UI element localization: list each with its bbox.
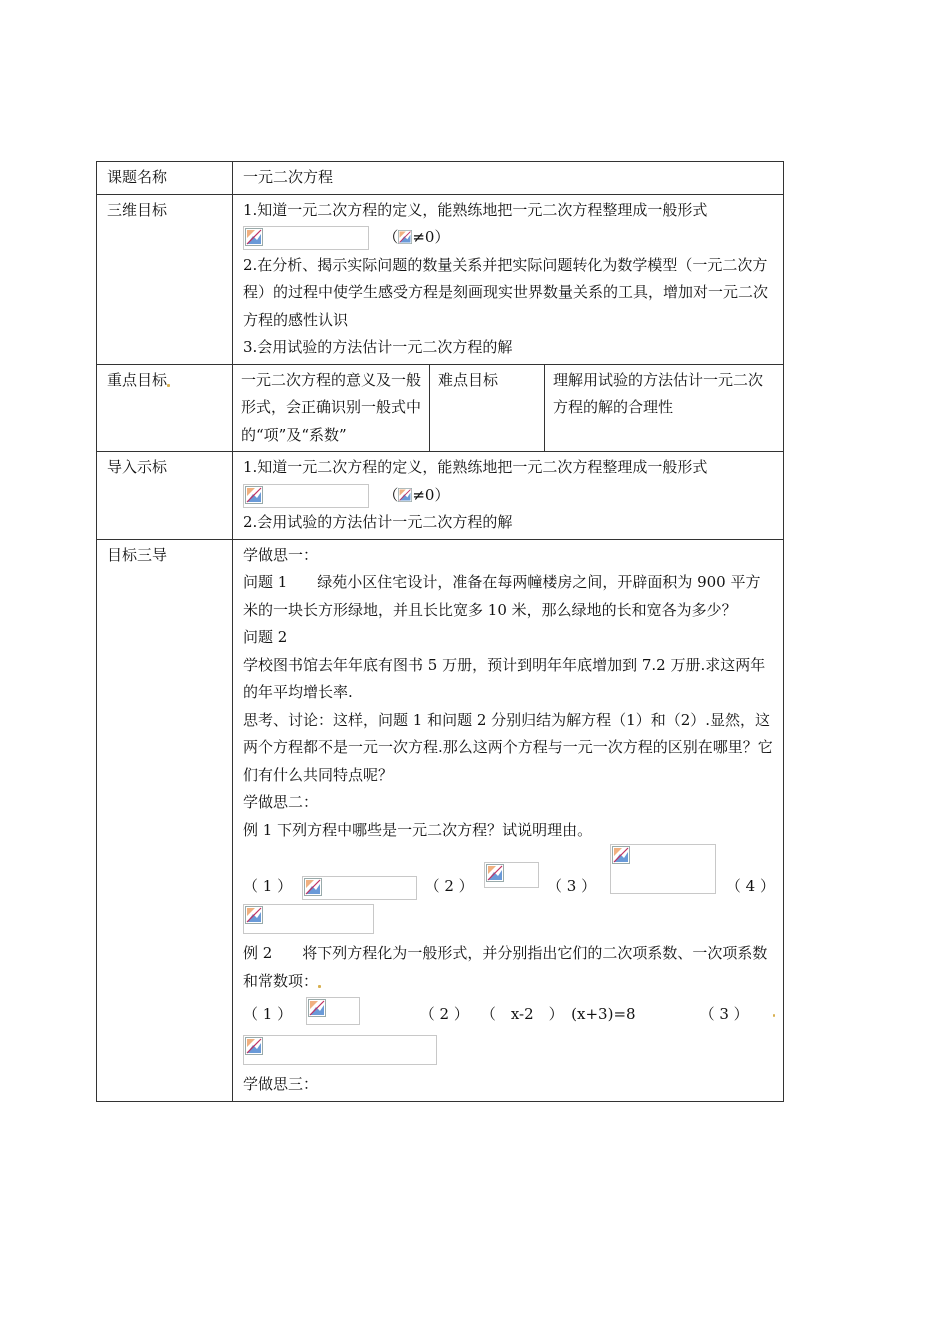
lesson-plan-table: [96, 161, 784, 1102]
ex2-number-3: （ 3 ）: [699, 1005, 749, 1024]
row-intro: [97, 452, 784, 540]
stray-dot: [773, 1014, 775, 1017]
value-intro: [233, 452, 784, 540]
guide-question-2: 学校图书馆去年年底有图书 5 万册，预计到明年年底增加到 7.2 万册.求这两年的年平均增长率.: [243, 655, 766, 701]
intro-line-1: 1.知道一元二次方程的定义，能熟练地把一元二次方程整理成一般形式: [243, 458, 708, 476]
equation-image-3: [610, 844, 716, 894]
broken-image-icon: [245, 228, 263, 246]
guide-section-3: 学做思三：: [243, 1075, 319, 1093]
guide-example-2-text: 例 2 将下列方程化为一般形式，并分别指出它们的二次项系数、一次项系数和常数项：: [243, 944, 768, 990]
broken-image-icon: [245, 1037, 263, 1055]
example-1-equations: [243, 844, 775, 900]
broken-image-icon: [398, 488, 412, 502]
value-goals: [233, 194, 784, 364]
example-2-equations: [243, 995, 775, 1035]
guide-question-2-title: 问题 2: [243, 628, 288, 646]
value-focus: [233, 364, 784, 452]
goals-line-1: 1.知道一元二次方程的定义，能熟练地把一元二次方程整理成一般形式: [243, 200, 708, 219]
label-title: 课题名称: [97, 162, 233, 195]
focus-text: 一元二次方程的意义及一般形式，会正确识别一般式中的“项”及“系数”: [233, 365, 430, 452]
guide-example-2: [243, 940, 775, 995]
guide-question-1: 问题 1 绿苑小区住宅设计，准备在每两幢楼房之间，开辟面积为 900 平方米的一块长方形绿地，并且长比宽多 10 米，那么绿地的长和宽各为多少？: [243, 573, 761, 619]
goals-formula-line: [243, 224, 775, 252]
ex1-number-2: （ 2 ）: [424, 876, 474, 895]
value-title: 一元二次方程: [233, 162, 784, 195]
broken-image-icon: [304, 878, 322, 896]
label-goals: 三维目标: [97, 194, 233, 364]
guide-section-1: 学做思一：: [243, 545, 319, 564]
lesson-plan-sheet: [96, 161, 784, 1102]
intro-line-2: 2.会用试验的方法估计一元二次方程的解: [243, 513, 513, 531]
equation-image-5: [306, 997, 360, 1025]
ex2-equation-2: （ x-2 ） (x+3)=8: [480, 1005, 636, 1024]
label-focus-text: 重点目标: [107, 370, 168, 389]
example-1-equation-4-line: [243, 904, 775, 934]
row-focus: [97, 364, 784, 452]
guide-discussion: 思考、讨论：这样，问题 1 和问题 2 分别归结为解方程（1）和（2）.显然，这两个方程都不是一元一次方程.那么这两个方程与一元一次方程的区别在哪里？它们有什么共同特点呢？: [243, 710, 773, 784]
example-2-equation-3-line: [243, 1035, 775, 1065]
intro-formula-line: [243, 482, 775, 510]
equation-image-6: [243, 1035, 437, 1065]
equation-image-4: [243, 904, 374, 934]
broken-image-icon: [612, 846, 630, 864]
stray-dot: [318, 985, 321, 988]
broken-image-icon: [486, 864, 504, 882]
goals-line-3: 3.会用试验的方法估计一元二次方程的解: [243, 338, 513, 356]
label-guide: 目标三导: [97, 539, 233, 1101]
equation-image-1: [302, 876, 417, 900]
value-guide: [233, 539, 784, 1101]
row-guide: [97, 539, 784, 1101]
formula-image-placeholder: [243, 484, 369, 508]
goals-condition: ≠0）: [412, 228, 450, 246]
equation-image-2: [484, 862, 539, 888]
stray-dot: [167, 384, 170, 387]
guide-section-2: 学做思二：: [243, 793, 319, 811]
label-intro: 导入示标: [97, 452, 233, 540]
formula-image-placeholder: [243, 226, 369, 250]
ex1-number-3: （ 3 ）: [547, 876, 597, 895]
ex1-number-4: （ 4 ）: [725, 876, 775, 895]
difficulty-label: 难点目标: [430, 365, 545, 452]
goals-line-2: 2.在分析、揭示实际问题的数量关系并把实际问题转化为数学模型（一元二次方程）的过程中使学生感受方程是刻画现实世界数量关系的工具，增加对一元二次方程的感性认识: [243, 255, 769, 329]
guide-example-1: 例 1 下列方程中哪些是一元二次方程？试说明理由。: [243, 820, 593, 839]
focus-subrow: [233, 365, 783, 452]
goals-open-paren: （: [383, 228, 399, 246]
row-goals: [97, 194, 784, 364]
row-title: [97, 162, 784, 195]
broken-image-icon: [398, 230, 412, 244]
ex2-number-2: （ 2 ）: [419, 1005, 469, 1024]
intro-condition: ≠0）: [412, 485, 450, 504]
broken-image-icon: [308, 999, 326, 1017]
broken-image-icon: [245, 486, 263, 504]
broken-image-icon: [245, 906, 263, 924]
label-focus: [97, 364, 233, 452]
intro-open-paren: （: [383, 485, 399, 504]
difficulty-text: 理解用试验的方法估计一元二次方程的解的合理性: [553, 370, 764, 416]
ex2-number-1: （ 1 ）: [243, 1005, 293, 1024]
ex1-number-1: （ 1 ）: [243, 876, 293, 895]
